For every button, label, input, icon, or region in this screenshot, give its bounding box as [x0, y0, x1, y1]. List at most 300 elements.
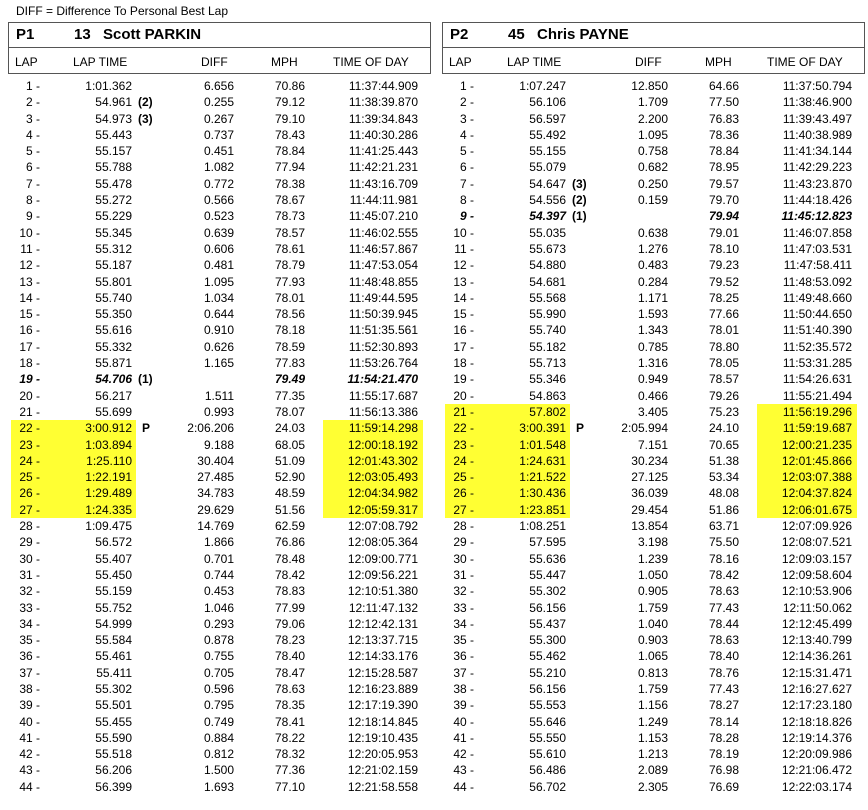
- table-row: [8, 225, 433, 241]
- time-of-day: 12:03:07.388: [781, 470, 852, 485]
- mph-value: 78.43: [274, 127, 305, 142]
- diff-value: 0.638: [637, 225, 668, 240]
- table-row: [8, 192, 433, 208]
- diff-value: 3.198: [637, 535, 668, 550]
- table-row: [442, 306, 867, 322]
- lap-time: 55.346: [529, 372, 566, 387]
- lap-number: 18 -: [19, 356, 40, 371]
- diff-value: 6.656: [203, 79, 234, 93]
- diff-legend-note: DIFF = Difference To Personal Best Lap: [16, 4, 228, 18]
- lap-number: 37 -: [19, 665, 40, 680]
- lap-time: 1:03.894: [85, 437, 132, 452]
- lap-number: 41 -: [19, 730, 40, 745]
- mph-value: 78.73: [274, 209, 305, 224]
- diff-value: 0.905: [637, 584, 668, 599]
- table-row: [8, 600, 433, 616]
- time-of-day: 12:06:01.675: [781, 502, 852, 517]
- table-row: [442, 502, 867, 518]
- lap-number: 24 -: [19, 453, 40, 468]
- lap-number: 33 -: [453, 600, 474, 615]
- time-of-day: 11:52:35.572: [782, 339, 852, 354]
- diff-value: 0.250: [637, 176, 668, 191]
- table-row: [8, 502, 433, 518]
- lap-number: 17 -: [19, 339, 40, 354]
- lap-time: 1:08.251: [519, 519, 566, 534]
- diff-value: 1.343: [637, 323, 668, 338]
- mph-value: 78.32: [274, 747, 305, 762]
- mph-value: 78.76: [708, 665, 739, 680]
- mph-value: 51.86: [708, 502, 739, 517]
- driver-position: P2: [450, 26, 469, 43]
- pit-marker: P: [576, 421, 585, 436]
- mph-value: 78.01: [274, 290, 305, 305]
- diff-value: 0.758: [637, 144, 668, 159]
- lap-time: 54.863: [529, 388, 566, 403]
- time-of-day: 12:22:03.174: [781, 779, 852, 794]
- best-rank: (2): [572, 193, 587, 208]
- lap-number: 39 -: [453, 698, 474, 713]
- lap-time: 54.999: [95, 616, 132, 631]
- mph-value: 79.52: [708, 274, 739, 289]
- lap-time: 56.486: [529, 763, 566, 778]
- lap-number: 41 -: [453, 730, 474, 745]
- table-row: [442, 192, 867, 208]
- time-of-day: 11:53:31.285: [782, 356, 852, 371]
- table-row: [8, 714, 433, 730]
- mph-value: 78.25: [708, 290, 739, 305]
- table-row: [442, 485, 867, 501]
- mph-value: 78.41: [274, 714, 305, 729]
- time-of-day: 12:07:08.792: [347, 519, 418, 534]
- mph-value: 78.16: [708, 551, 739, 566]
- table-row: [8, 567, 433, 583]
- mph-value: 78.05: [708, 356, 739, 371]
- lap-time: 1:25.110: [86, 453, 132, 468]
- mph-value: 78.38: [274, 176, 305, 191]
- table-row: [442, 518, 867, 534]
- time-of-day: 11:40:30.286: [348, 127, 418, 142]
- time-of-day: 11:46:07.858: [782, 225, 852, 240]
- lap-number: 17 -: [453, 339, 474, 354]
- table-row: [8, 518, 433, 534]
- time-of-day: 11:50:39.945: [348, 307, 418, 322]
- mph-value: 70.65: [708, 437, 739, 452]
- lap-number: 36 -: [19, 649, 40, 664]
- mph-value: 79.26: [708, 388, 739, 403]
- diff-value: 2:06.206: [187, 421, 234, 436]
- lap-number: 42 -: [453, 747, 474, 762]
- mph-value: 76.98: [708, 763, 739, 778]
- lap-time: 55.229: [95, 209, 132, 224]
- mph-value: 78.23: [274, 633, 305, 648]
- lap-time: 55.455: [95, 714, 132, 729]
- table-row: [442, 583, 867, 599]
- lap-number: 38 -: [19, 681, 40, 696]
- table-row: [442, 697, 867, 713]
- col-header-mph: MPH: [271, 55, 298, 69]
- col-header-time-of-day: TIME OF DAY: [767, 55, 843, 69]
- table-row: [442, 94, 867, 110]
- header-divider: [442, 47, 865, 48]
- table-row: [8, 306, 433, 322]
- time-of-day: 12:04:34.982: [347, 486, 418, 501]
- time-of-day: 12:21:02.159: [347, 763, 418, 778]
- diff-value: 1.046: [203, 600, 234, 615]
- mph-value: 24.03: [274, 421, 305, 436]
- table-row: [8, 551, 433, 567]
- table-row: [442, 176, 867, 192]
- table-row: [8, 779, 433, 795]
- mph-value: 48.59: [274, 486, 305, 501]
- diff-value: 0.644: [203, 307, 234, 322]
- table-row: [8, 730, 433, 746]
- diff-value: 0.523: [203, 209, 234, 224]
- time-of-day: 12:21:58.558: [347, 779, 418, 794]
- lap-number: 3 -: [25, 111, 40, 126]
- lap-time: 54.397: [529, 209, 566, 224]
- best-rank: (3): [138, 111, 153, 126]
- mph-value: 68.05: [274, 437, 305, 452]
- lap-time: 1:01.548: [519, 437, 566, 452]
- mph-value: 79.49: [274, 372, 305, 387]
- driver-number: 45: [508, 26, 525, 43]
- lap-time: 55.673: [529, 241, 566, 256]
- lap-number: 28 -: [453, 519, 474, 534]
- col-header-lap-time: LAP TIME: [73, 55, 128, 69]
- mph-value: 79.06: [274, 616, 305, 631]
- lap-number: 21 -: [453, 404, 474, 419]
- time-of-day: 12:18:18.826: [781, 714, 852, 729]
- time-of-day: 12:10:51.380: [347, 584, 418, 599]
- lap-time: 56.156: [529, 600, 566, 615]
- time-of-day: 11:39:34.843: [348, 111, 418, 126]
- mph-value: 78.57: [708, 372, 739, 387]
- lap-time: 1:24.631: [519, 453, 566, 468]
- lap-number: 9 -: [25, 209, 40, 224]
- time-of-day: 11:43:23.870: [782, 176, 852, 191]
- time-of-day: 11:49:44.595: [348, 290, 418, 305]
- lap-time: 55.437: [529, 616, 566, 631]
- lap-number: 25 -: [19, 470, 40, 485]
- diff-value: 0.744: [203, 567, 234, 582]
- diff-value: 0.884: [203, 730, 234, 745]
- table-row: [442, 208, 867, 224]
- table-row: [442, 225, 867, 241]
- mph-value: 78.18: [274, 323, 305, 338]
- mph-value: 77.10: [274, 779, 305, 794]
- diff-value: 1.050: [637, 567, 668, 582]
- time-of-day: 11:52:30.893: [348, 339, 418, 354]
- diff-value: 0.903: [637, 633, 668, 648]
- time-of-day: 11:50:44.650: [782, 307, 852, 322]
- lap-time: 55.210: [529, 665, 566, 680]
- diff-value: 13.854: [631, 519, 668, 534]
- lap-number: 9 -: [459, 209, 474, 224]
- lap-time: 55.990: [529, 307, 566, 322]
- mph-value: 78.22: [274, 730, 305, 745]
- diff-value: 29.454: [631, 502, 668, 517]
- time-of-day: 11:40:38.989: [782, 127, 852, 142]
- time-of-day: 11:59:14.298: [348, 421, 418, 436]
- diff-value: 1.593: [637, 307, 668, 322]
- lap-time: 1:01.362: [85, 79, 132, 93]
- table-row: [8, 681, 433, 697]
- diff-value: 0.596: [203, 681, 234, 696]
- lap-number: 28 -: [19, 519, 40, 534]
- table-row: [8, 257, 433, 273]
- table-row: [8, 534, 433, 550]
- time-of-day: 12:03:05.493: [347, 470, 418, 485]
- time-of-day: 12:09:58.604: [781, 567, 852, 582]
- table-row: [8, 420, 433, 436]
- table-row: [442, 420, 867, 436]
- table-row: [8, 94, 433, 110]
- table-row: [8, 339, 433, 355]
- lap-number: 44 -: [453, 779, 474, 794]
- lap-number: 31 -: [453, 567, 474, 582]
- table-row: [8, 404, 433, 420]
- time-of-day: 12:00:21.235: [781, 437, 852, 452]
- table-row: [8, 274, 433, 290]
- diff-value: 30.234: [631, 453, 668, 468]
- time-of-day: 11:38:39.870: [348, 95, 418, 110]
- lap-number: 14 -: [453, 290, 474, 305]
- lap-number: 5 -: [25, 144, 40, 159]
- lap-time: 1:22.191: [85, 470, 132, 485]
- lap-time: 55.345: [95, 225, 132, 240]
- time-of-day: 12:08:07.521: [781, 535, 852, 550]
- table-row: [442, 111, 867, 127]
- time-of-day: 12:15:31.471: [781, 665, 852, 680]
- diff-value: 12.850: [631, 79, 668, 93]
- table-row: [442, 746, 867, 762]
- lap-number: 1 -: [25, 79, 40, 93]
- time-of-day: 12:07:09.926: [781, 519, 852, 534]
- best-rank: (1): [572, 209, 587, 224]
- table-row: [442, 143, 867, 159]
- lap-time: 55.568: [529, 290, 566, 305]
- table-row: [442, 437, 867, 453]
- table-row: [442, 600, 867, 616]
- table-row: [8, 632, 433, 648]
- col-header-lap: LAP: [15, 55, 38, 69]
- lap-time: 55.302: [529, 584, 566, 599]
- table-row: [8, 127, 433, 143]
- lap-time: 55.461: [95, 649, 132, 664]
- diff-value: 1.153: [637, 730, 668, 745]
- table-row: [442, 534, 867, 550]
- diff-value: 1.034: [203, 290, 234, 305]
- mph-value: 78.95: [708, 160, 739, 175]
- mph-value: 79.70: [708, 193, 739, 208]
- lap-time: 1:07.247: [519, 79, 566, 93]
- time-of-day: 12:14:33.176: [347, 649, 418, 664]
- lap-number: 20 -: [19, 388, 40, 403]
- lap-number: 4 -: [459, 127, 474, 142]
- table-row: [8, 453, 433, 469]
- time-of-day: 11:59:19.687: [782, 421, 852, 436]
- lap-time: 57.802: [529, 404, 566, 419]
- diff-value: 0.626: [203, 339, 234, 354]
- table-row: [442, 404, 867, 420]
- lap-number: 6 -: [459, 160, 474, 175]
- time-of-day: 11:54:26.631: [782, 372, 852, 387]
- lap-number: 39 -: [19, 698, 40, 713]
- lap-time: 55.740: [95, 290, 132, 305]
- col-header-diff: DIFF: [201, 55, 228, 69]
- lap-number: 19 -: [453, 372, 474, 387]
- diff-value: 0.606: [203, 241, 234, 256]
- time-of-day: 12:20:05.953: [347, 747, 418, 762]
- diff-value: 0.795: [203, 698, 234, 713]
- mph-value: 79.12: [274, 95, 305, 110]
- lap-number: 33 -: [19, 600, 40, 615]
- diff-value: 0.466: [637, 388, 668, 403]
- lap-number: 27 -: [19, 502, 40, 517]
- time-of-day: 11:54:21.470: [347, 372, 418, 387]
- time-of-day: 11:46:02.555: [348, 225, 418, 240]
- table-row: [442, 616, 867, 632]
- table-row: [8, 665, 433, 681]
- diff-value: 0.755: [203, 649, 234, 664]
- time-of-day: 11:51:35.561: [348, 323, 418, 338]
- mph-value: 75.23: [708, 404, 739, 419]
- lap-time: 55.462: [529, 649, 566, 664]
- lap-time: 56.156: [529, 681, 566, 696]
- table-row: [442, 551, 867, 567]
- header-divider: [8, 47, 431, 48]
- table-row: [442, 714, 867, 730]
- mph-value: 79.10: [274, 111, 305, 126]
- lap-table: [8, 78, 433, 795]
- mph-value: 78.28: [708, 730, 739, 745]
- time-of-day: 11:51:40.390: [782, 323, 852, 338]
- mph-value: 51.56: [274, 502, 305, 517]
- col-header-time-of-day: TIME OF DAY: [333, 55, 409, 69]
- lap-number: 20 -: [453, 388, 474, 403]
- lap-time: 55.182: [529, 339, 566, 354]
- diff-value: 0.483: [637, 258, 668, 273]
- mph-value: 78.27: [708, 698, 739, 713]
- mph-value: 78.40: [274, 649, 305, 664]
- mph-value: 76.69: [708, 779, 739, 794]
- diff-value: 1.065: [637, 649, 668, 664]
- driver-panel-p2: [442, 22, 867, 810]
- mph-value: 70.86: [274, 79, 305, 93]
- lap-number: 26 -: [453, 486, 474, 501]
- diff-value: 1.316: [637, 356, 668, 371]
- diff-value: 0.566: [203, 193, 234, 208]
- table-row: [442, 388, 867, 404]
- lap-number: 25 -: [453, 470, 474, 485]
- lap-time: 55.501: [95, 698, 132, 713]
- diff-value: 1.082: [203, 160, 234, 175]
- lap-time: 55.492: [529, 127, 566, 142]
- lap-number: 42 -: [19, 747, 40, 762]
- time-of-day: 11:43:16.709: [348, 176, 418, 191]
- mph-value: 78.42: [708, 567, 739, 582]
- lap-number: 16 -: [19, 323, 40, 338]
- lap-number: 29 -: [453, 535, 474, 550]
- mph-value: 64.66: [708, 79, 739, 93]
- table-row: [8, 176, 433, 192]
- diff-value: 36.039: [631, 486, 668, 501]
- lap-number: 10 -: [19, 225, 40, 240]
- time-of-day: 12:13:40.799: [781, 633, 852, 648]
- lap-time: 55.159: [95, 584, 132, 599]
- mph-value: 77.36: [274, 763, 305, 778]
- lap-time: 3:00.391: [519, 421, 566, 436]
- lap-table: [442, 78, 867, 795]
- lap-number: 18 -: [453, 356, 474, 371]
- mph-value: 78.19: [708, 747, 739, 762]
- lap-number: 15 -: [19, 307, 40, 322]
- diff-value: 0.481: [203, 258, 234, 273]
- lap-time: 55.312: [95, 241, 132, 256]
- lap-time: 1:30.436: [519, 486, 566, 501]
- lap-time: 55.646: [529, 714, 566, 729]
- lap-number: 30 -: [19, 551, 40, 566]
- time-of-day: 11:55:21.494: [782, 388, 852, 403]
- lap-time: 56.217: [95, 388, 132, 403]
- table-row: [8, 583, 433, 599]
- diff-value: 27.485: [197, 470, 234, 485]
- lap-number: 12 -: [19, 258, 40, 273]
- mph-value: 53.34: [708, 470, 739, 485]
- lap-time: 1:09.475: [85, 519, 132, 534]
- lap-time: 55.713: [529, 356, 566, 371]
- lap-time: 55.447: [529, 567, 566, 582]
- mph-value: 78.79: [274, 258, 305, 273]
- lap-time: 54.880: [529, 258, 566, 273]
- table-row: [442, 322, 867, 338]
- table-row: [8, 241, 433, 257]
- time-of-day: 12:11:50.062: [782, 600, 852, 615]
- table-row: [442, 355, 867, 371]
- diff-value: 1.511: [204, 388, 234, 403]
- lap-number: 13 -: [453, 274, 474, 289]
- driver-name: Chris PAYNE: [537, 26, 629, 43]
- diff-value: 0.255: [203, 95, 234, 110]
- diff-value: 0.159: [637, 193, 668, 208]
- time-of-day: 11:42:29.223: [782, 160, 852, 175]
- mph-value: 78.40: [708, 649, 739, 664]
- lap-time: 56.106: [529, 95, 566, 110]
- diff-value: 1.165: [203, 356, 234, 371]
- time-of-day: 12:14:36.261: [781, 649, 852, 664]
- table-row: [442, 567, 867, 583]
- lap-time: 1:29.489: [85, 486, 132, 501]
- mph-value: 24.10: [708, 421, 739, 436]
- col-header-diff: DIFF: [635, 55, 662, 69]
- lap-time: 55.550: [529, 730, 566, 745]
- diff-value: 2:05.994: [621, 421, 668, 436]
- table-row: [8, 143, 433, 159]
- pit-marker: P: [142, 421, 151, 436]
- driver-name: Scott PARKIN: [103, 26, 202, 43]
- table-row: [8, 322, 433, 338]
- table-row: [8, 159, 433, 175]
- lap-time: 54.973: [95, 111, 132, 126]
- lap-time: 55.478: [95, 176, 132, 191]
- time-of-day: 12:20:09.986: [781, 747, 852, 762]
- diff-value: 0.949: [637, 372, 668, 387]
- mph-value: 76.83: [708, 111, 739, 126]
- table-row: [8, 697, 433, 713]
- best-rank: (1): [138, 372, 153, 387]
- lap-number: 32 -: [453, 584, 474, 599]
- lap-time: 54.556: [529, 193, 566, 208]
